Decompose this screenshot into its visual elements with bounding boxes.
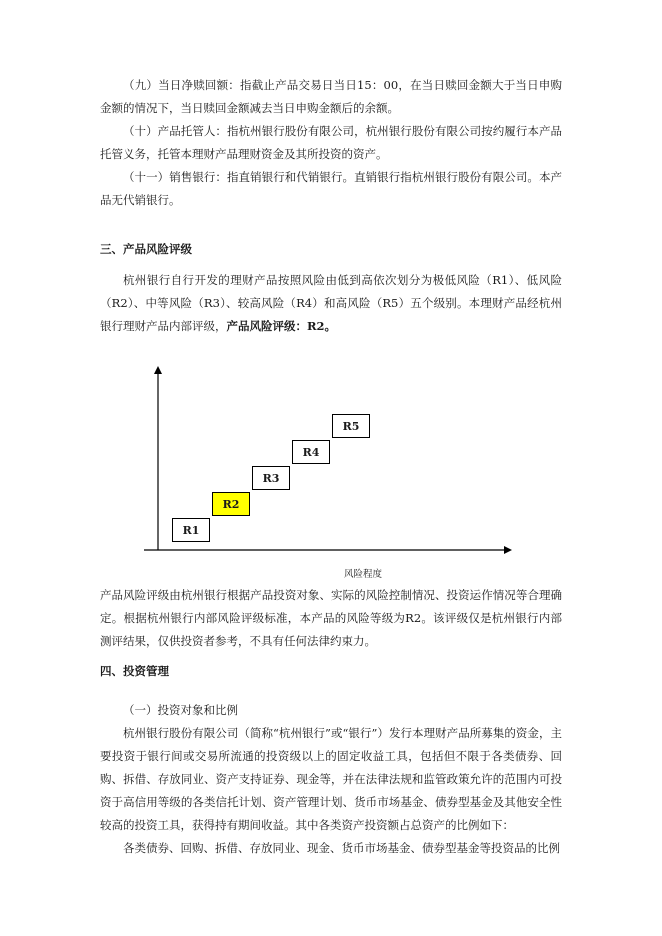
item-11-paragraph: （十一）销售银行：指直销银行和代销银行。直销银行指杭州银行股份有限公司。本产品无代销银行。	[100, 170, 562, 207]
risk-rating-bold: 产品风险评级：R2。	[226, 319, 337, 333]
diagram-axes	[140, 360, 530, 585]
risk-level-diagram	[140, 360, 530, 585]
investment-ratio-paragraph: 各类债券、回购、拆借、存放同业、现金、货币市场基金、债券型基金等投资品的比例	[123, 841, 560, 855]
risk-box-r3: R3	[252, 466, 290, 490]
x-axis-label: 风险程度	[344, 569, 383, 580]
risk-box-r2: R2	[212, 492, 250, 516]
section-4-heading: 四、投资管理	[100, 664, 169, 678]
risk-box-r1: R1	[172, 518, 210, 542]
risk-intro-paragraph	[100, 269, 562, 338]
investment-body-paragraph: 杭州银行股份有限公司（简称“杭州银行”或“银行”）发行本理财产品所募集的资金，主要投资于银行间或交易所流通的投资级以上的固定收益工具，包括但不限于各类债券、回购、拆借、存放同业、资产支持证券、现金等，并在法律法规和监管政策允许的范围内可投资于高信用等级的各类信托计划、资产管理计划、货币市场基金、债券型基金及其他安全性较高的投资工具，获得持有期间收益。其中各类资产投资额占总资产的比例如下：	[100, 726, 562, 832]
section-3-heading: 三、产品风险评级	[100, 242, 192, 256]
risk-intro-text: 杭州银行自行开发的理财产品按照风险由低到高依次划分为极低风险（R1）、低风险（R2）、中等风险（R3）、较高风险（R4）和高风险（R5）五个级别。本理财产品经杭州银行理财产品内部评级，	[100, 273, 562, 333]
item-9-paragraph: （九）当日净赎回额：指截止产品交易日当日15：00，在当日赎回金额大于当日申购金额的情况下，当日赎回金额减去当日申购金额后的余额。	[100, 78, 562, 115]
item-10-paragraph: （十）产品托管人：指杭州银行股份有限公司，杭州银行股份有限公司按约履行本产品托管义务，托管本理财产品理财资金及其所投资的资产。	[100, 124, 562, 161]
risk-box-r5: R5	[332, 414, 370, 438]
risk-box-r4: R4	[292, 440, 330, 464]
risk-explanation-paragraph: 产品风险评级由杭州银行根据产品投资对象、实际的风险控制情况、投资运作情况等合理确定。根据杭州银行内部风险评级标准，本产品的风险等级为R2。该评级仅是杭州银行内部测评结果，仅供投资者参考，不具有任何法律约束力。	[100, 588, 562, 648]
investment-subheading: （一）投资对象和比例	[123, 703, 238, 717]
